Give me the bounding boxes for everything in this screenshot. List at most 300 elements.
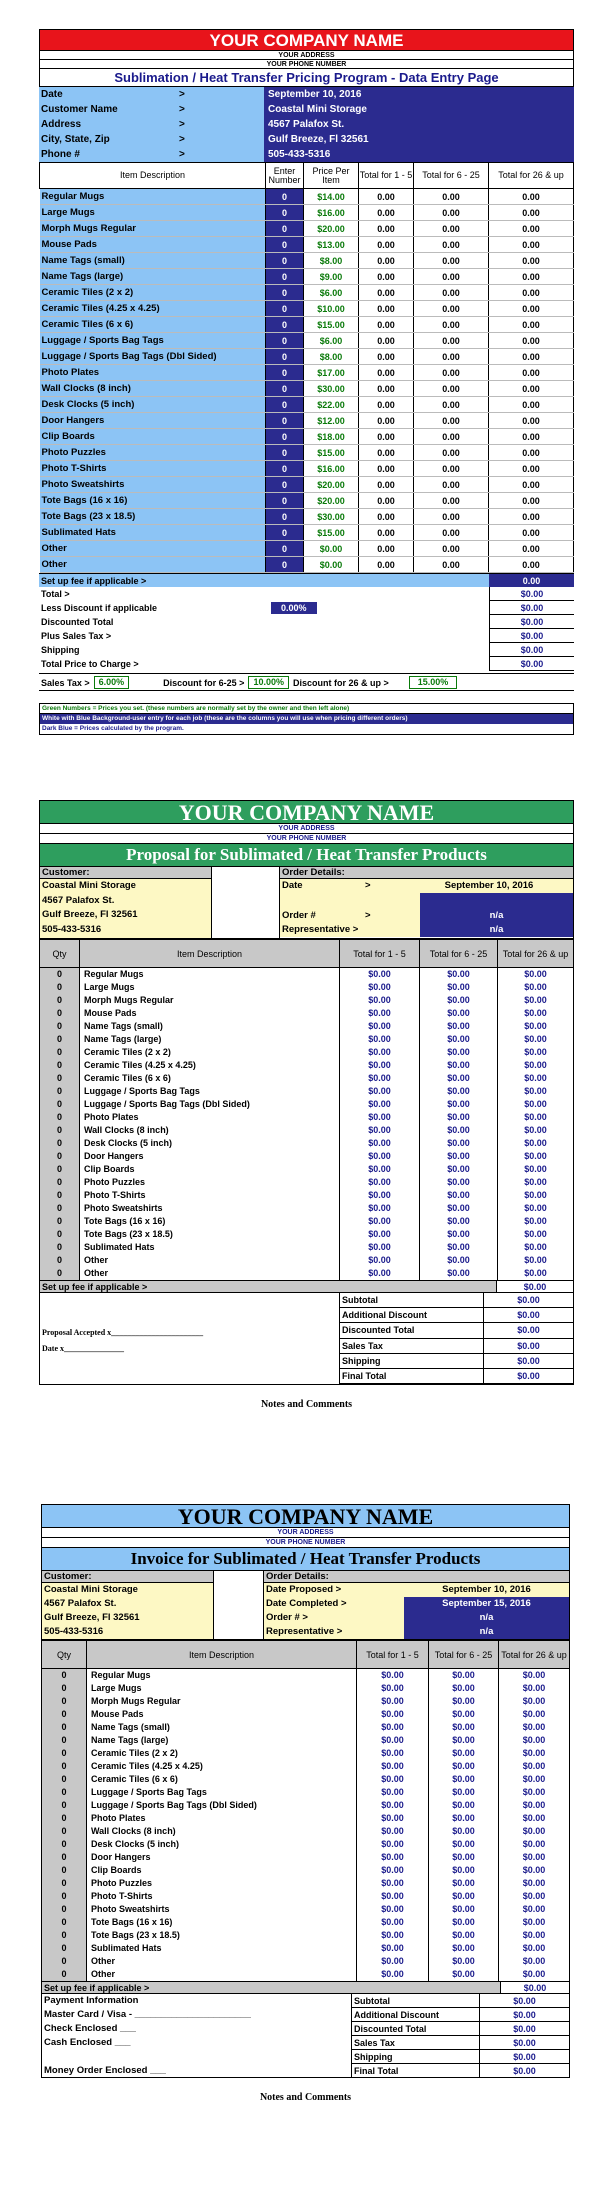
item-description: Morph Mugs Regular <box>87 1695 357 1708</box>
item-description: Other <box>80 1254 340 1267</box>
total-cell: $0.00 <box>498 981 574 994</box>
total-cell: $0.00 <box>340 1241 420 1254</box>
table-row <box>40 317 574 333</box>
proposal-date-line[interactable]: Date x_______________ <box>42 1344 124 1353</box>
qty-cell: 0 <box>40 1098 80 1111</box>
order-detail-row <box>264 1611 569 1625</box>
total-cell: $0.00 <box>498 1163 574 1176</box>
enter-number-cell[interactable]: 0 <box>266 557 304 573</box>
item-description: Ceramic Tiles (6 x 6) <box>87 1773 357 1786</box>
price-cell[interactable]: $20.00 <box>304 221 359 237</box>
table-row <box>42 1968 570 1981</box>
totals-row <box>352 2036 569 2050</box>
qty-cell: 0 <box>40 1241 80 1254</box>
item-description: Clip Boards <box>87 1864 357 1877</box>
total-cell: $0.00 <box>499 1747 570 1760</box>
totals-value: $0.00 <box>517 1355 540 1366</box>
table-row <box>42 1773 570 1786</box>
arrow: > <box>365 880 371 891</box>
date-label: Date <box>282 880 303 891</box>
info-value[interactable]: 4567 Palafox St. <box>264 117 574 132</box>
totals-row <box>352 2064 569 2078</box>
total-cell: 0.00 <box>489 317 574 333</box>
item-description: Photo Sweatshirts <box>87 1903 357 1916</box>
totals-label: Discounted Total <box>340 1323 484 1337</box>
total-cell: $0.00 <box>498 1150 574 1163</box>
total-cell: $0.00 <box>429 1877 499 1890</box>
item-description: Luggage / Sports Bag Tags (Dbl Sided) <box>80 1098 340 1111</box>
item-description: Photo Plates <box>40 365 266 381</box>
item-description: Sublimated Hats <box>80 1241 340 1254</box>
total-cell: 0.00 <box>359 317 414 333</box>
price-cell[interactable]: $8.00 <box>304 253 359 269</box>
order-details-label: Order Details: <box>280 867 573 879</box>
total-cell: 0.00 <box>414 253 489 269</box>
company-phone: YOUR PHONE NUMBER <box>39 60 574 69</box>
total-cell: $0.00 <box>340 981 420 994</box>
price-cell[interactable]: $20.00 <box>304 493 359 509</box>
info-row <box>39 117 574 132</box>
total-cell: 0.00 <box>359 525 414 541</box>
totals-row <box>340 1308 573 1323</box>
summary-value: $0.00 <box>489 657 574 671</box>
item-description: Large Mugs <box>87 1682 357 1695</box>
total-cell: $0.00 <box>340 1046 420 1059</box>
payment-line: Payment Information <box>44 1995 139 2006</box>
total-cell: 0.00 <box>414 301 489 317</box>
total-cell: $0.00 <box>420 1007 498 1020</box>
detail-value: September 10, 2016 <box>404 1583 569 1597</box>
qty-cell: 0 <box>40 1189 80 1202</box>
enter-number-cell[interactable]: 0 <box>266 509 304 525</box>
total-cell: $0.00 <box>499 1760 570 1773</box>
info-arrow: > <box>139 102 264 117</box>
qty-cell: 0 <box>42 1903 87 1916</box>
item-description: Ceramic Tiles (2 x 2) <box>87 1747 357 1760</box>
enter-number-cell[interactable]: 0 <box>266 541 304 557</box>
price-cell[interactable]: $10.00 <box>304 301 359 317</box>
sales-tax-input[interactable]: 6.00% <box>94 676 130 689</box>
item-description: Large Mugs <box>80 981 340 994</box>
company-phone: YOUR PHONE NUMBER <box>41 1538 570 1548</box>
qty-cell: 0 <box>42 1825 87 1838</box>
enter-number-cell[interactable]: 0 <box>266 269 304 285</box>
total-cell: 0.00 <box>489 493 574 509</box>
totals-value: $0.00 <box>513 2066 536 2076</box>
total-cell: $0.00 <box>498 1007 574 1020</box>
total-cell: 0.00 <box>489 509 574 525</box>
table-row <box>42 1708 570 1721</box>
totals-label: Sales Tax <box>340 1339 484 1353</box>
total-cell: $0.00 <box>498 1020 574 1033</box>
item-description: Luggage / Sports Bag Tags <box>40 333 266 349</box>
total-cell: $0.00 <box>420 1176 498 1189</box>
total-cell: $0.00 <box>429 1864 499 1877</box>
total-cell: 0.00 <box>359 253 414 269</box>
enter-number-cell[interactable]: 0 <box>266 365 304 381</box>
payment-line[interactable]: Money Order Enclosed ___ <box>44 2065 166 2076</box>
summary-row <box>39 629 574 643</box>
price-cell[interactable]: $15.00 <box>304 317 359 333</box>
total-cell: $0.00 <box>499 1786 570 1799</box>
total-cell: $0.00 <box>357 1838 429 1851</box>
total-cell: $0.00 <box>420 1228 498 1241</box>
total-cell: 0.00 <box>414 461 489 477</box>
company-address: YOUR ADDRESS <box>39 824 574 834</box>
total-cell: $0.00 <box>420 1150 498 1163</box>
price-cell[interactable]: $30.00 <box>304 381 359 397</box>
order-details <box>280 867 573 938</box>
item-description: Tote Bags (16 x 16) <box>40 493 266 509</box>
summary-row <box>39 615 574 629</box>
enter-number-cell[interactable]: 0 <box>266 381 304 397</box>
enter-number-cell[interactable]: 0 <box>266 493 304 509</box>
data-entry-page <box>39 29 574 735</box>
proposal-table <box>39 939 574 1280</box>
item-description: Photo T-Shirts <box>87 1890 357 1903</box>
price-cell[interactable]: $16.00 <box>304 205 359 221</box>
qty-cell: 0 <box>42 1760 87 1773</box>
col-header: Total for 1 - 5 <box>359 163 414 189</box>
setup-fee-label: Set up fee if applicable > <box>41 576 147 586</box>
total-cell: 0.00 <box>414 413 489 429</box>
proposal-accepted-line[interactable]: Proposal Accepted x_______________________ <box>42 1328 204 1337</box>
total-cell: $0.00 <box>429 1747 499 1760</box>
price-cell[interactable]: $6.00 <box>304 333 359 349</box>
price-cell[interactable]: $12.00 <box>304 413 359 429</box>
total-cell: 0.00 <box>489 237 574 253</box>
total-cell: $0.00 <box>340 1163 420 1176</box>
item-description: Tote Bags (23 x 18.5) <box>87 1929 357 1942</box>
totals-label: Additional Discount <box>340 1308 484 1322</box>
table-row <box>40 365 574 381</box>
total-cell: $0.00 <box>429 1903 499 1916</box>
enter-number-cell[interactable]: 0 <box>266 301 304 317</box>
totals-value: $0.00 <box>517 1295 540 1305</box>
enter-number-cell[interactable]: 0 <box>266 461 304 477</box>
table-row <box>40 445 574 461</box>
enter-number-cell[interactable]: 0 <box>266 477 304 493</box>
price-cell[interactable]: $0.00 <box>304 541 359 557</box>
enter-number-cell[interactable]: 0 <box>266 237 304 253</box>
qty-cell: 0 <box>42 1916 87 1929</box>
item-description: Sublimated Hats <box>40 525 266 541</box>
enter-number-cell[interactable]: 0 <box>266 413 304 429</box>
payment-line[interactable]: Master Card / Visa - ______________________ <box>44 2009 251 2020</box>
item-description: Name Tags (large) <box>40 269 266 285</box>
table-row <box>40 1150 574 1163</box>
price-cell[interactable]: $20.00 <box>304 477 359 493</box>
total-cell: 0.00 <box>489 189 574 205</box>
total-cell: $0.00 <box>340 1176 420 1189</box>
info-value[interactable]: Gulf Breeze, Fl 32561 <box>264 132 574 147</box>
table-row <box>40 525 574 541</box>
price-cell[interactable]: $18.00 <box>304 429 359 445</box>
total-cell: 0.00 <box>359 381 414 397</box>
total-cell: $0.00 <box>357 1682 429 1695</box>
table-row <box>40 1163 574 1176</box>
order-detail-row <box>264 1625 569 1639</box>
total-cell: 0.00 <box>359 413 414 429</box>
total-cell: 0.00 <box>359 349 414 365</box>
item-description: Ceramic Tiles (6 x 6) <box>80 1072 340 1085</box>
item-description: Luggage / Sports Bag Tags <box>80 1085 340 1098</box>
total-cell: $0.00 <box>498 1267 574 1280</box>
order-number-value: n/a <box>420 909 573 923</box>
totals-value: $0.00 <box>517 1370 540 1381</box>
detail-label: Representative > <box>264 1625 404 1639</box>
item-description: Tote Bags (23 x 18.5) <box>40 509 266 525</box>
legend-white: White with Blue Background-user entry for each job (these are the columns you will use when pricing different orders) <box>40 714 573 724</box>
total-cell: $0.00 <box>498 1059 574 1072</box>
total-cell: 0.00 <box>414 269 489 285</box>
total-cell: $0.00 <box>357 1708 429 1721</box>
info-label: City, State, Zip <box>39 132 139 147</box>
col-header: Total for 6 - 25 <box>420 940 498 968</box>
total-cell: 0.00 <box>359 397 414 413</box>
total-cell: $0.00 <box>498 1176 574 1189</box>
qty-cell: 0 <box>42 1695 87 1708</box>
total-cell: $0.00 <box>357 1773 429 1786</box>
item-description: Mouse Pads <box>40 237 266 253</box>
table-row <box>40 237 574 253</box>
table-row <box>40 333 574 349</box>
total-cell: 0.00 <box>359 237 414 253</box>
company-name: YOUR COMPANY NAME <box>39 800 574 824</box>
total-cell: $0.00 <box>499 1721 570 1734</box>
total-cell: $0.00 <box>499 1955 570 1968</box>
enter-number-cell[interactable]: 0 <box>266 429 304 445</box>
total-cell: $0.00 <box>420 1215 498 1228</box>
customer-line: 4567 Palafox St. <box>44 1598 117 1609</box>
qty-cell: 0 <box>40 981 80 994</box>
enter-number-cell[interactable]: 0 <box>266 285 304 301</box>
total-cell: $0.00 <box>340 1137 420 1150</box>
total-cell: $0.00 <box>429 1721 499 1734</box>
total-cell: $0.00 <box>429 1851 499 1864</box>
total-cell: $0.00 <box>420 1254 498 1267</box>
total-cell: $0.00 <box>357 1747 429 1760</box>
table-row <box>42 1838 570 1851</box>
customer-line: 505-433-5316 <box>44 1626 104 1637</box>
company-address: YOUR ADDRESS <box>41 1528 570 1538</box>
price-cell[interactable]: $16.00 <box>304 461 359 477</box>
price-cell[interactable]: $0.00 <box>304 557 359 573</box>
price-cell[interactable]: $9.00 <box>304 269 359 285</box>
total-cell: 0.00 <box>414 541 489 557</box>
total-cell: $0.00 <box>499 1942 570 1955</box>
qty-cell: 0 <box>40 1137 80 1150</box>
total-cell: $0.00 <box>420 1267 498 1280</box>
total-cell: $0.00 <box>340 968 420 982</box>
total-cell: 0.00 <box>489 349 574 365</box>
total-cell: $0.00 <box>429 1838 499 1851</box>
totals-value: $0.00 <box>517 1325 540 1336</box>
total-cell: $0.00 <box>420 1111 498 1124</box>
enter-number-cell[interactable]: 0 <box>266 221 304 237</box>
item-description: Wall Clocks (8 inch) <box>80 1124 340 1137</box>
info-value[interactable]: September 10, 2016 <box>264 87 574 102</box>
item-description: Ceramic Tiles (4.25 x 4.25) <box>87 1760 357 1773</box>
total-cell: $0.00 <box>420 1137 498 1150</box>
enter-number-cell[interactable]: 0 <box>266 253 304 269</box>
col-header: Total for 26 & up <box>489 163 574 189</box>
item-description: Large Mugs <box>40 205 266 221</box>
discount-26-input[interactable]: 15.00% <box>409 676 458 689</box>
item-description: Wall Clocks (8 inch) <box>40 381 266 397</box>
total-cell: 0.00 <box>359 509 414 525</box>
order-details-label: Order Details: <box>264 1571 569 1583</box>
total-cell: $0.00 <box>357 1968 429 1981</box>
totals-row <box>340 1369 573 1384</box>
price-cell[interactable]: $14.00 <box>304 189 359 205</box>
total-cell: 0.00 <box>414 365 489 381</box>
total-cell: $0.00 <box>498 1111 574 1124</box>
payment-line[interactable]: Cash Enclosed ___ <box>44 2037 131 2048</box>
table-row <box>40 189 574 205</box>
enter-number-cell[interactable]: 0 <box>266 333 304 349</box>
summary-label <box>39 587 489 601</box>
total-cell: $0.00 <box>420 1085 498 1098</box>
table-row <box>40 541 574 557</box>
col-header: Total for 26 & up <box>499 1641 570 1669</box>
item-description: Luggage / Sports Bag Tags (Dbl Sided) <box>40 349 266 365</box>
total-cell: $0.00 <box>420 1072 498 1085</box>
total-cell: $0.00 <box>420 994 498 1007</box>
enter-number-cell[interactable]: 0 <box>266 525 304 541</box>
qty-cell: 0 <box>40 1020 80 1033</box>
proposal-page <box>39 800 574 1410</box>
detail-label: Date Completed > <box>264 1597 404 1611</box>
enter-number-cell[interactable]: 0 <box>266 189 304 205</box>
total-cell: $0.00 <box>499 1968 570 1981</box>
enter-number-cell[interactable]: 0 <box>266 349 304 365</box>
price-cell[interactable]: $15.00 <box>304 445 359 461</box>
total-cell: $0.00 <box>429 1708 499 1721</box>
total-cell: $0.00 <box>429 1929 499 1942</box>
qty-cell: 0 <box>40 1059 80 1072</box>
setup-fee-value[interactable]: 0.00 <box>489 574 574 587</box>
total-cell: $0.00 <box>498 1098 574 1111</box>
qty-cell: 0 <box>40 968 80 982</box>
table-row <box>40 397 574 413</box>
discount-percent[interactable]: 0.00% <box>271 602 317 614</box>
total-cell: 0.00 <box>414 237 489 253</box>
enter-number-cell[interactable]: 0 <box>266 317 304 333</box>
total-cell: 0.00 <box>489 445 574 461</box>
total-cell: 0.00 <box>489 557 574 573</box>
total-cell: $0.00 <box>357 1955 429 1968</box>
summary-label <box>39 615 489 629</box>
total-cell: 0.00 <box>489 285 574 301</box>
info-label: Date <box>39 87 139 102</box>
company-name: YOUR COMPANY NAME <box>39 29 574 51</box>
info-value[interactable]: Coastal Mini Storage <box>264 102 574 117</box>
arrow: > <box>365 909 420 923</box>
item-description: Other <box>87 1955 357 1968</box>
price-cell[interactable]: $30.00 <box>304 509 359 525</box>
legend-darkblue: Dark Blue = Prices calculated by the program. <box>42 725 184 732</box>
table-row <box>40 269 574 285</box>
sales-tax-label: Sales Tax > <box>41 678 90 688</box>
price-cell[interactable]: $6.00 <box>304 285 359 301</box>
table-row <box>42 1955 570 1968</box>
table-row <box>40 477 574 493</box>
total-cell: $0.00 <box>429 1669 499 1683</box>
discount-6-25-input[interactable]: 10.00% <box>248 676 289 689</box>
price-cell[interactable]: $15.00 <box>304 525 359 541</box>
total-cell: $0.00 <box>420 981 498 994</box>
table-row <box>42 1760 570 1773</box>
total-cell: $0.00 <box>498 968 574 982</box>
total-cell: 0.00 <box>414 525 489 541</box>
total-cell: 0.00 <box>359 461 414 477</box>
enter-number-cell[interactable]: 0 <box>266 205 304 221</box>
setup-fee-value: $0.00 <box>496 1281 573 1292</box>
qty-cell: 0 <box>42 1682 87 1695</box>
table-row <box>40 413 574 429</box>
total-cell: 0.00 <box>489 541 574 557</box>
total-cell: 0.00 <box>359 205 414 221</box>
info-arrow: > <box>139 132 264 147</box>
total-cell: $0.00 <box>357 1721 429 1734</box>
total-cell: $0.00 <box>357 1903 429 1916</box>
enter-number-cell[interactable]: 0 <box>266 445 304 461</box>
qty-cell: 0 <box>42 1838 87 1851</box>
total-cell: $0.00 <box>429 1682 499 1695</box>
col-header: Qty <box>40 940 80 968</box>
qty-cell: 0 <box>42 1929 87 1942</box>
total-cell: $0.00 <box>340 1033 420 1046</box>
total-cell: $0.00 <box>420 1020 498 1033</box>
total-cell: $0.00 <box>429 1695 499 1708</box>
total-cell: 0.00 <box>359 493 414 509</box>
summary <box>39 587 574 671</box>
enter-number-cell[interactable]: 0 <box>266 397 304 413</box>
qty-cell: 0 <box>40 1046 80 1059</box>
total-cell: $0.00 <box>498 1085 574 1098</box>
totals-row <box>352 2050 569 2064</box>
item-description: Sublimated Hats <box>87 1942 357 1955</box>
info-arrow: > <box>139 87 264 102</box>
payment-line[interactable] <box>44 2050 351 2064</box>
price-cell[interactable]: $13.00 <box>304 237 359 253</box>
item-description: Photo T-Shirts <box>40 461 266 477</box>
payment-line[interactable]: Check Enclosed ___ <box>44 2023 136 2034</box>
total-cell: 0.00 <box>414 189 489 205</box>
price-cell[interactable]: $22.00 <box>304 397 359 413</box>
table-row <box>42 1721 570 1734</box>
total-cell: $0.00 <box>357 1864 429 1877</box>
table-row <box>40 349 574 365</box>
info-value[interactable]: 505-433-5316 <box>264 147 574 162</box>
total-cell: $0.00 <box>499 1669 570 1683</box>
item-description: Morph Mugs Regular <box>40 221 266 237</box>
item-description: Morph Mugs Regular <box>80 994 340 1007</box>
totals-value: $0.00 <box>513 1996 536 2006</box>
qty-cell: 0 <box>40 1215 80 1228</box>
price-cell[interactable]: $8.00 <box>304 349 359 365</box>
total-cell: 0.00 <box>489 301 574 317</box>
total-cell: $0.00 <box>429 1734 499 1747</box>
table-row <box>40 205 574 221</box>
table-row <box>40 221 574 237</box>
company-address: YOUR ADDRESS <box>39 51 574 60</box>
price-cell[interactable]: $17.00 <box>304 365 359 381</box>
total-cell: 0.00 <box>489 333 574 349</box>
total-cell: 0.00 <box>359 301 414 317</box>
info-row <box>39 132 574 147</box>
